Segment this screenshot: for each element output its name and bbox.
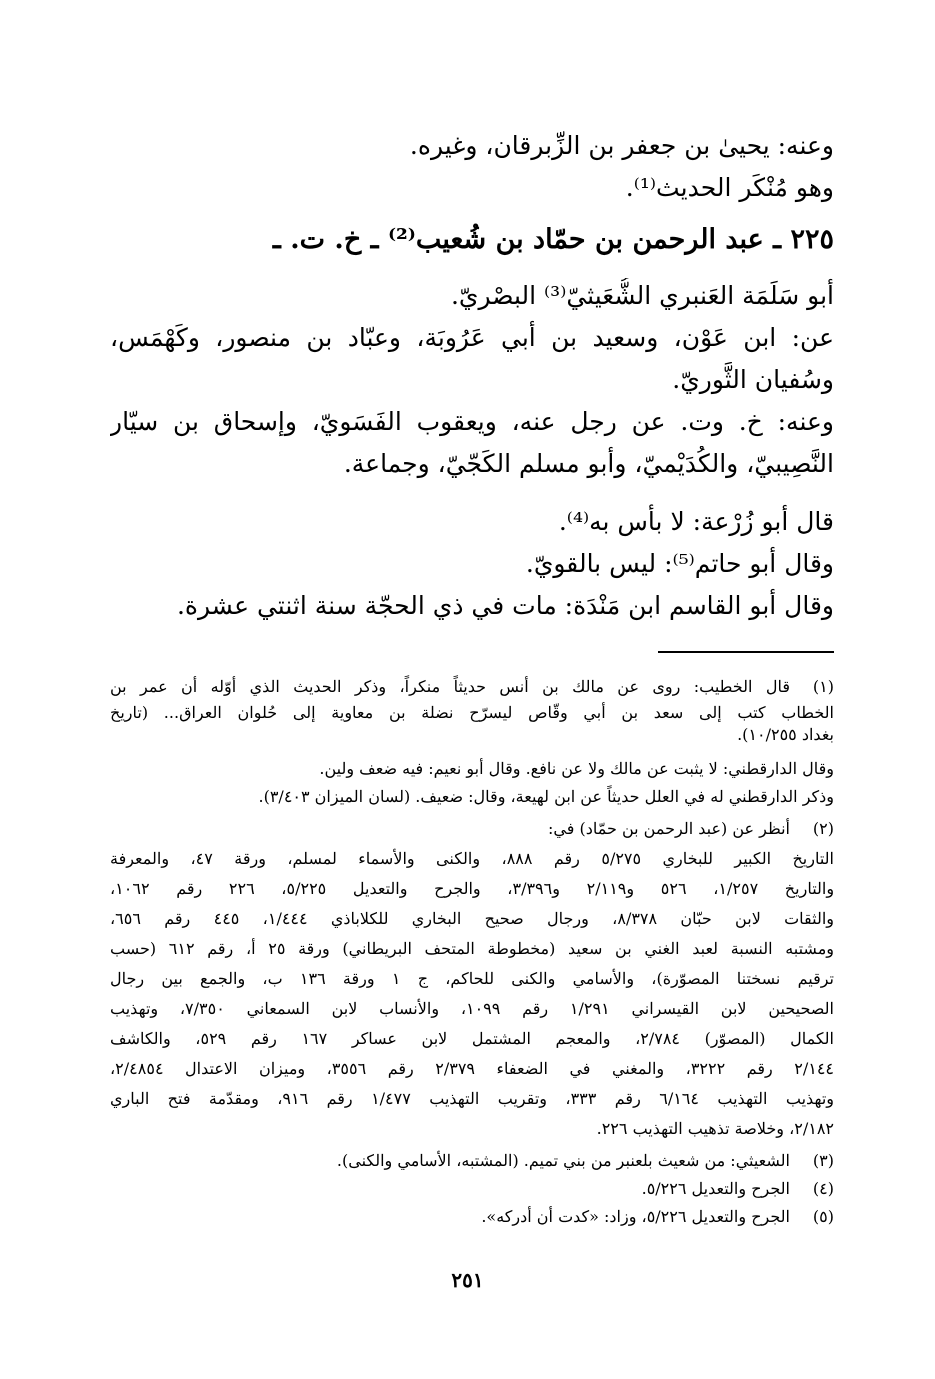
footnote-line: أنظر عن (عبد الرحمن بن حمّاد) في: (548, 819, 790, 838)
footnote-number: (١) (812, 677, 834, 696)
footnote-line: الشعيثي: من شعيث بلعنبر من بني تميم. (المشتبه، الأسامي والكنى). (336, 1151, 790, 1170)
main-line: عن: ابن عَوْن، وسعيد بن أبي عَرُوبَة، وعبّاد بن منصور، وكَهْمَس، (110, 323, 834, 352)
footnote-line: والثقات لابن حبّان ٨/٣٧٨، ورجال صحيح البخاري للكلاباذي ١/٤٤٤، ٤٤٥ رقم ٦٥٦، (110, 909, 834, 928)
footnote-line: الخطاب كتب إلى سعد بن أبي وقّاص ليسرّح نضلة بن معاوية إلى حُلوان العراق... (تاريخ (110, 703, 834, 722)
main-line: وقال أبو حاتم⁽⁵⁾: ليس بالقويّ. (525, 549, 834, 578)
footnote-line: بغداد ١٠/٢٥٥). (737, 725, 834, 744)
main-line: وقال أبو القاسم ابن مَنْدَة: مات في ذي الحجّة سنة اثنتي عشرة. (176, 591, 834, 620)
entry-heading: ٢٢٥ ـ عبد الرحمن بن حمّاد بن شُعيب⁽²⁾ ـ خ. ت. ـ (272, 224, 834, 255)
main-line: وهو مُنْكَر الحديث⁽¹⁾. (625, 173, 834, 202)
main-line: وعنه: خ. وت. عن رجل عنه، ويعقوب الفَسَويّ، وإسحاق بن سيّار (110, 407, 834, 436)
footnote-line: والتاريخ ١/٢٥٧، ٥٢٦ و٢/١١٩ و٣/٣٩٦، والجرح والتعديل ٥/٢٢٥، ٢٢٦ رقم ١٠٦٢، (110, 879, 834, 898)
footnote-line: وذكر الدارقطني له في العلل حديثاً عن ابن لهيعة، وقال: ضعيف. (لسان الميزان ٣/٤٠٣). (258, 787, 834, 806)
footnote-number: (٢) (812, 819, 834, 838)
main-line: النَّصِيبيّ، والكُدَيْميّ، وأبو مسلم الكَجّيّ، وجماعة. (343, 449, 834, 478)
footnote-line: الكمال (المصوّر) ٢/٧٨٤، والمعجم المشتمل لابن عساكر ١٦٧ رقم ٥٢٩، والكاشف (110, 1029, 834, 1048)
footnote-line: قال الخطيب: روى عن مالك بن أنس حديثاً منكراً، وذكر الحديث الذي أوّله أن عمر بن (110, 677, 790, 696)
footnote-number: (٣) (812, 1151, 834, 1170)
footnote-number: (٤) (812, 1179, 834, 1198)
footnote-line: الجرح والتعديل ٥/٢٢٦. (641, 1179, 790, 1198)
footnote-line: الصحيحين لابن القيسراني ١/٢٩١ رقم ١٠٩٩، والأنساب لابن السمعاني ٧/٣٥٠، وتهذيب (110, 999, 834, 1018)
page-number: ٢٥١ (451, 1268, 484, 1292)
main-line: وسُفيان الثَّوريّ. (672, 365, 834, 394)
footnote-line: ٢/١٤٤ رقم ٣٢٢٢، والمغني في الضعفاء ٢/٣٧٩ رقم ٣٥٥٦، وميزان الاعتدال ٢/٤٨٥٤، (110, 1059, 834, 1078)
main-line: قال أبو زُرْعة: لا بأس به⁽⁴⁾. (558, 507, 834, 536)
footnote-line: ومشتبه النسبة لعبد الغني بن سعيد (مخطوطة المتحف البريطاني) ورقة ٢٥ أ، رقم ٦١٢ (حسب (110, 939, 834, 958)
footnotes (110, 0, 834, 1240)
footnote-line: وقال الدارقطني: لا يثبت عن مالك ولا عن نافع. وقال أبو نعيم: فيه ضعف ولين. (319, 759, 834, 778)
footnote-line: التاريخ الكبير للبخاري ٥/٢٧٥ رقم ٨٨٨، والكنى والأسماء لمسلم، ورقة ٤٧، والمعرفة (110, 849, 834, 868)
footnote-line: ترقيم نسختنا المصوّرة)، والأسامي والكنى للحاكم، ج ١ ورقة ١٣٦ ب، والجمع بين رجال (110, 969, 834, 988)
footnote-number: (٥) (812, 1207, 834, 1226)
footnote-line: الجرح والتعديل ٥/٢٢٦، وزاد: «كدت أن أدركه». (481, 1207, 790, 1226)
main-line: أبو سَلَمَة العَنبري الشُّعَيثيّ⁽³⁾ البصْريّ. (450, 281, 834, 310)
main-line: وعنه: يحيىٰ بن جعفر بن الزِّبرقان، وغيره. (409, 131, 834, 160)
footnote-line: وتهذيب التهذيب ٦/١٦٤ رقم ٣٣٣، وتقريب التهذيب ١/٤٧٧ رقم ٩١٦، ومقدّمة فتح الباري (110, 1089, 834, 1108)
footnote-line: ٢/١٨٢، وخلاصة تذهيب التهذيب ٢٢٦. (596, 1119, 834, 1138)
